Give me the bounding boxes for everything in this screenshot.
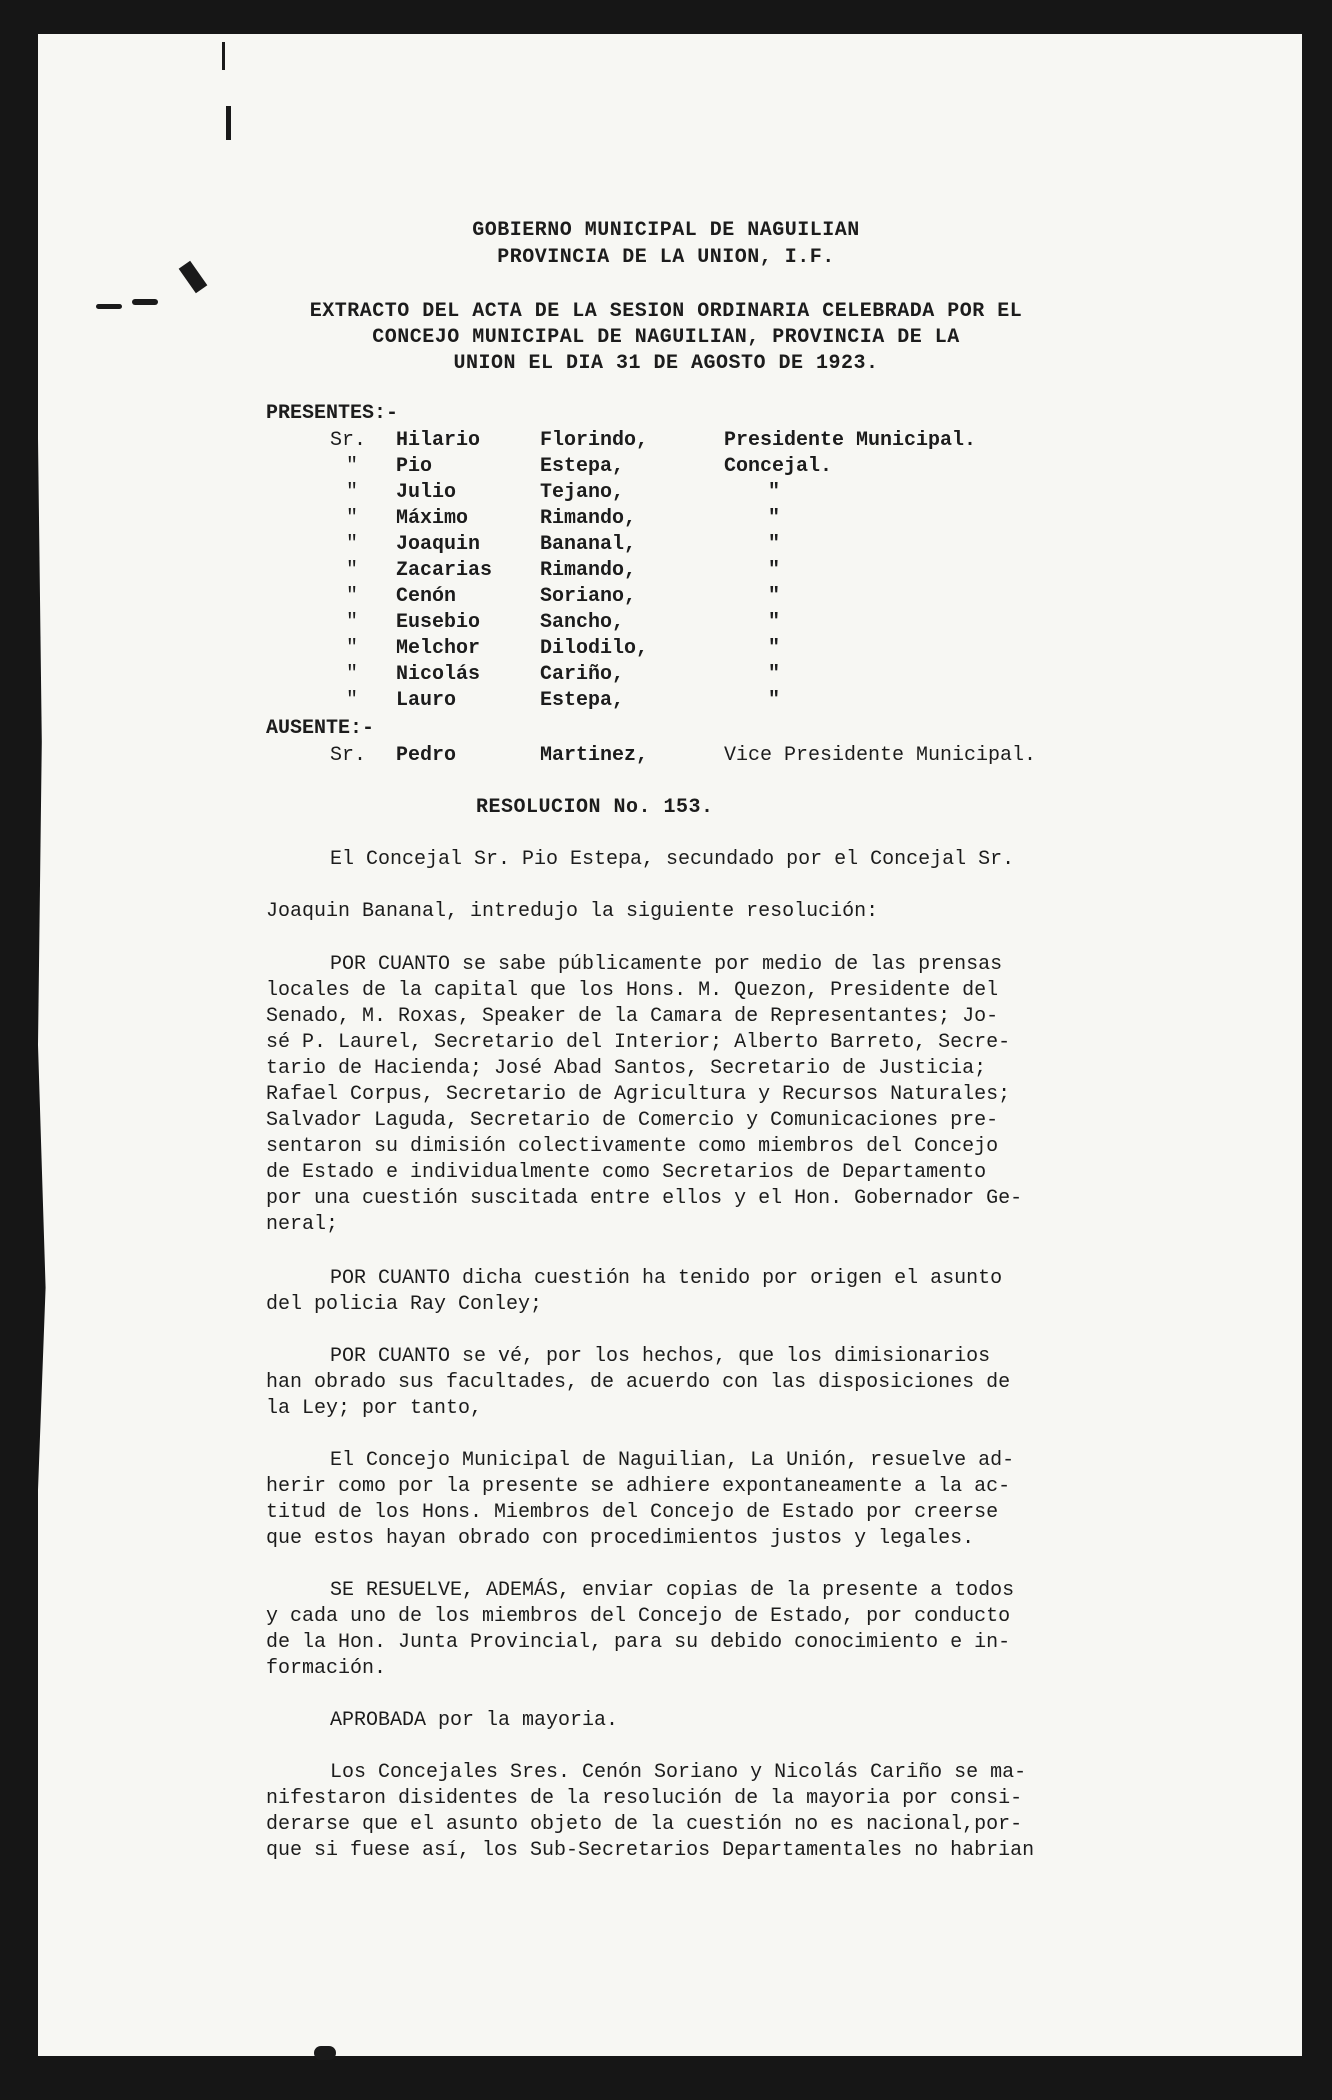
attendee-prefix: " (346, 611, 359, 634)
paragraph-line: Los Concejales Sres. Cenón Soriano y Nicolás Cariño se ma- (330, 1761, 1027, 1784)
attendee-last-name: Soriano, (540, 585, 637, 608)
attendee-last-name: Florindo, (540, 429, 649, 452)
attendee-prefix: " (346, 663, 359, 686)
attendee-prefix: " (346, 585, 359, 608)
intro-line: Joaquin Bananal, intredujo la siguiente resolución: (266, 900, 879, 923)
paragraph-line: POR CUANTO se vé, por los hechos, que los dimisionarios (330, 1345, 991, 1368)
attendee-prefix: " (346, 689, 359, 712)
paragraph-line: de Estado e individualmente como Secretarios de Departamento (266, 1161, 987, 1184)
attendee-last-name: Tejano, (540, 481, 625, 504)
attendee-role: " (768, 507, 781, 530)
attendee-role: " (768, 481, 781, 504)
attendee-role: " (768, 611, 781, 634)
paragraph-line: y cada uno de los miembros del Concejo de Estado, por conducto (266, 1605, 1011, 1628)
paragraph-line: por una cuestión suscitada entre ellos y el Hon. Gobernador Ge- (266, 1187, 1023, 1210)
paragraph-line: titud de los Hons. Miembros del Concejo de Estado por creerse (266, 1501, 999, 1524)
attendee-role: Presidente Municipal. (724, 429, 977, 452)
attendee-last-name: Sancho, (540, 611, 625, 634)
paragraph-line: nifestaron disidentes de la resolución de la mayoria por consi- (266, 1787, 1023, 1810)
absent-prefix: Sr. (330, 744, 367, 767)
attendee-last-name: Cariño, (540, 663, 625, 686)
attendee-role: Concejal. (724, 455, 833, 478)
scan-mark (226, 106, 231, 140)
paragraph-line: POR CUANTO se sabe públicamente por medio de las prensas (330, 953, 1003, 976)
attendee-first-name: Hilario (396, 429, 481, 452)
attendee-prefix: " (346, 455, 359, 478)
attendee-role: " (768, 585, 781, 608)
attendee-prefix: " (346, 481, 359, 504)
paragraph-line: la Ley; por tanto, (266, 1397, 483, 1420)
paragraph-line: El Concejo Municipal de Naguilian, La Unión, resuelve ad- (330, 1449, 1015, 1472)
attendee-first-name: Eusebio (396, 611, 481, 634)
paragraph-line: de la Hon. Junta Provincial, para su debido conocimiento e in- (266, 1631, 1011, 1654)
paragraph-line: formación. (266, 1657, 387, 1680)
absent-first-name: Pedro (396, 744, 457, 767)
approval-line (266, 1708, 1086, 1734)
attendee-first-name: Julio (396, 481, 457, 504)
paragraph-line: sentaron su dimisión colectivamente como miembros del Concejo (266, 1135, 999, 1158)
attendee-role: " (768, 689, 781, 712)
ausente-label: AUSENTE:- (266, 717, 375, 740)
extract-title-line: UNION EL DIA 31 DE AGOSTO DE 1923. (453, 352, 879, 375)
paragraph-line: POR CUANTO dicha cuestión ha tenido por origen el asunto (330, 1267, 1003, 1290)
paragraph-line: locales de la capital que los Hons. M. Quezon, Presidente del (266, 979, 999, 1002)
attendee-role: " (768, 559, 781, 582)
paragraph-line: derarse que el asunto objeto de la cuestión no es nacional,por- (266, 1813, 1023, 1836)
intro-line: El Concejal Sr. Pio Estepa, secundado por el Concejal Sr. (330, 848, 1015, 871)
attendee-last-name: Rimando, (540, 559, 637, 582)
attendee-first-name: Máximo (396, 507, 469, 530)
attendee-last-name: Estepa, (540, 689, 625, 712)
attendee-prefix: " (346, 507, 359, 530)
paragraph-line: que estos hayan obrado con procedimientos justos y legales. (266, 1527, 975, 1550)
paragraph-line: sé P. Laurel, Secretario del Interior; Alberto Barreto, Secre- (266, 1031, 1011, 1054)
attendee-role: " (768, 663, 781, 686)
resolve-paragraph (266, 1448, 1086, 1552)
attendee-prefix: Sr. (330, 429, 367, 452)
attendee-last-name: Estepa, (540, 455, 625, 478)
dissent-paragraph (266, 1760, 1086, 1864)
paragraph-line: APROBADA por la mayoria. (330, 1709, 619, 1732)
attendee-prefix: " (346, 559, 359, 582)
extract-title-line: EXTRACTO DEL ACTA DE LA SESION ORDINARIA CELEBRADA POR EL (309, 300, 1023, 323)
attendee-last-name: Dilodilo, (540, 637, 649, 660)
attendee-first-name: Zacarias (396, 559, 493, 582)
paragraph-line: neral; (266, 1213, 339, 1236)
attendee-first-name: Nicolás (396, 663, 481, 686)
municipal-government-heading: GOBIERNO MUNICIPAL DE NAGUILIAN (472, 219, 860, 242)
province-heading: PROVINCIA DE LA UNION, I.F. (497, 246, 835, 269)
whereas-paragraph-1 (266, 952, 1086, 1238)
paragraph-line: que si fuese así, los Sub-Secretarios Departamentales no habrian (266, 1839, 1035, 1862)
paragraph-line: tario de Hacienda; José Abad Santos, Secretario de Justicia; (266, 1057, 987, 1080)
attendee-first-name: Lauro (396, 689, 457, 712)
whereas-paragraph-3 (266, 1344, 1086, 1422)
paragraph-line: herir como por la presente se adhiere expontaneamente a la ac- (266, 1475, 1011, 1498)
presentes-label: PRESENTES:- (266, 402, 399, 425)
attendee-last-name: Rimando, (540, 507, 637, 530)
attendee-prefix: " (346, 533, 359, 556)
attendee-first-name: Joaquin (396, 533, 481, 556)
attendee-role: " (768, 637, 781, 660)
further-resolve-paragraph (266, 1578, 1086, 1682)
resolution-title: RESOLUCION No. 153. (476, 796, 714, 819)
paragraph-line: Rafael Corpus, Secretario de Agricultura y Recursos Naturales; (266, 1083, 1011, 1106)
whereas-paragraph-2 (266, 1266, 1086, 1318)
attendee-first-name: Melchor (396, 637, 481, 660)
scan-mark (314, 2046, 336, 2060)
scan-mark (222, 42, 225, 70)
paragraph-line: del policia Ray Conley; (266, 1293, 543, 1316)
attendee-role: " (768, 533, 781, 556)
paragraph-line: Salvador Laguda, Secretario de Comercio y Comunicaciones pre- (266, 1109, 999, 1132)
extract-title-line: CONCEJO MUNICIPAL DE NAGUILIAN, PROVINCIA DE LA (372, 326, 960, 349)
paragraph-line: SE RESUELVE, ADEMÁS, enviar copias de la presente a todos (330, 1579, 1015, 1602)
absent-last-name: Martinez, (540, 744, 649, 767)
attendee-first-name: Cenón (396, 585, 457, 608)
attendee-first-name: Pio (396, 455, 433, 478)
absent-role: Vice Presidente Municipal. (724, 744, 1037, 767)
paragraph-line: Senado, M. Roxas, Speaker de la Camara de Representantes; Jo- (266, 1005, 999, 1028)
attendee-last-name: Bananal, (540, 533, 637, 556)
paragraph-line: han obrado sus facultades, de acuerdo con las disposiciones de (266, 1371, 1011, 1394)
attendee-prefix: " (346, 637, 359, 660)
